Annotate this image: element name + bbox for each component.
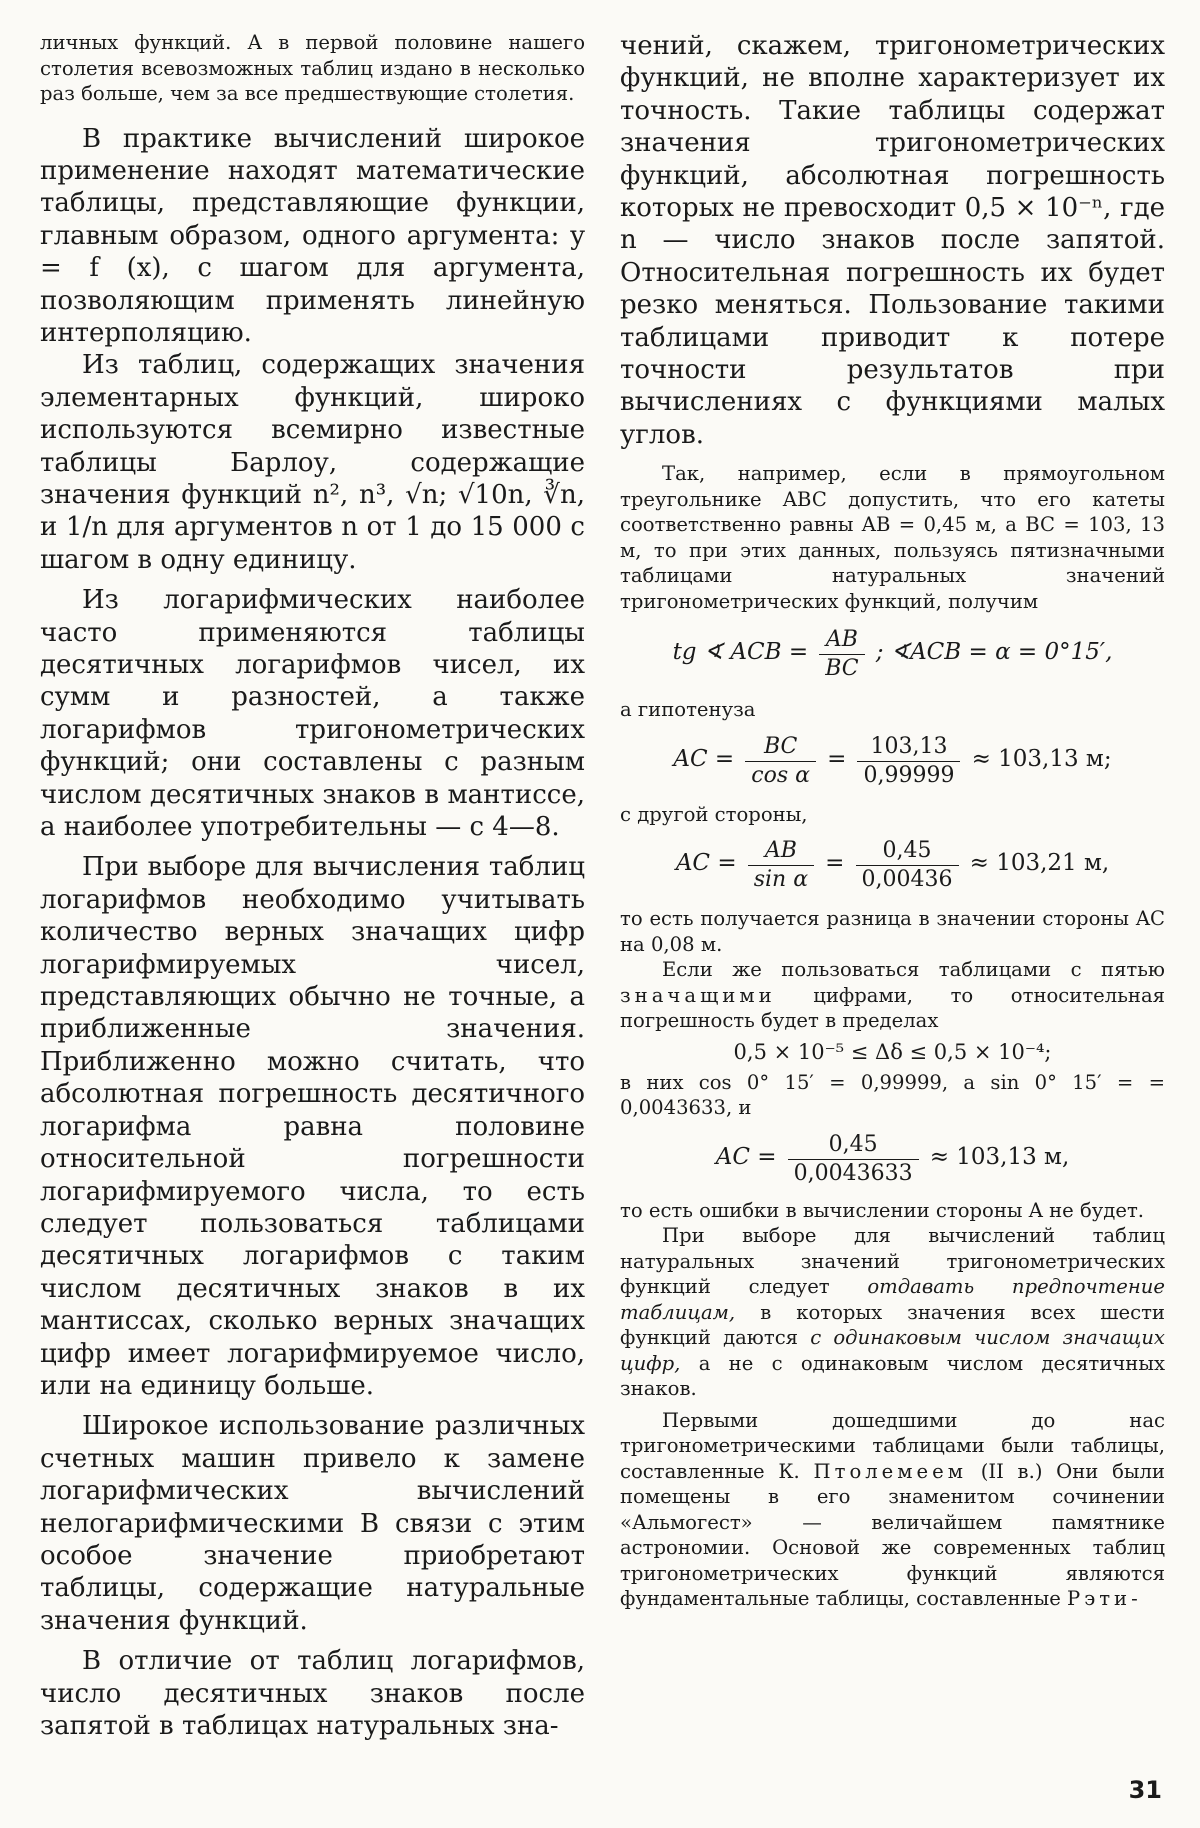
right-paragraph-3: то есть получается разница в значении стороны AC на 0,08 м.	[620, 907, 1165, 956]
left-paragraph-7: В отличие от таблиц логарифмов, число десятичных знаков после запятой в таблицах натуральных зна-	[40, 1646, 585, 1741]
text-hypotenuse: а гипотенуза	[620, 698, 756, 722]
page-number: 31	[1128, 1776, 1162, 1804]
left-paragraph-4: Из логарифмических наиболее часто применяются таблицы десятичных логарифмов чисел, их сумм и разностей, а также логарифмов тригонометрических функций; они составлены с разным числом десятичных знаков в мантиссе, а наиболее употребительны — с 4—8.	[40, 585, 585, 843]
formula-inequality: 0,5 × 10⁻⁵ ≤ Δδ ≤ 0,5 × 10⁻⁴;	[733, 1039, 1052, 1064]
right-paragraph-1: чений, скажем, тригонометрических функций, не вполне характеризует их точность. Такие таблицы содержат значения тригонометрических функций, абсолютная погрешность которых не превосходит 0,5 × 10⁻ⁿ, где n — число знаков после запятой. Относительная погрешность их будет резко меняться. Пользование такими таблицами приводит к потере точности результатов при вычислениях с функциями малых углов.	[620, 31, 1165, 450]
right-paragraph-8: Первыми дошедшими до нас тригонометрическими таблицами были таблицы, составленные К. Птолемеем (II в.) Они были помещены в его знаменитом сочинении «Альмогест» — величайшем памятнике астрономии. Основой же современных таблиц тригонометрических функций являются фундаментальные таблицы, составленные Рэти-	[620, 1408, 1165, 1611]
left-paragraph-6: Широкое использование различных счетных машин привело к замене логарифмических вычислений нелогарифмическими В связи с этим особое значение приобретают таблицы, содержащие натуральные значения функций.	[40, 1411, 585, 1636]
right-paragraph-7: При выборе для вычислений таблиц натуральных значений тригонометрических функций следует отдавать предпочтение таблицам, в которых значения всех шести функций даются с одинаковым числом значащих цифр, а не с одинаковым числом десятичных знаков.	[620, 1224, 1165, 1401]
text-other-side: с другой стороны,	[620, 802, 808, 826]
left-paragraph-5: При выборе для вычисления таблиц логарифмов необходимо учитывать количество верных значащих цифр логарифмируемых чисел, представляющих обычно не точные, а приближенные значения. Приближенно можно считать, что абсолютная погрешность десятичного логарифма равна половине относительной погрешности логарифмируемого числа, то есть следует пользоваться таблицами десятичных логарифмов с таким числом десятичных знаков в их мантиссах, сколько верных значащих цифр имеет логарифмируемое число, или на единицу больше.	[40, 852, 585, 1401]
right-column	[620, 30, 1165, 1612]
right-paragraph-5: в них cos 0° 15′ = 0,99999, а sin 0° 15′ = = 0,0043633, и	[620, 1070, 1165, 1120]
formula-ac-cos: AC = $\frac{BC}{\text{cos α}}$ = $\frac{103,13}{0,99999}$ ≈ 103,13 м;	[673, 733, 1112, 788]
left-paragraph-2: В практике вычислений широкое применение находят математические таблицы, представляющие функции, главным образом, одного аргумента: y = f (x), с шагом для аргумента, позволяющим применять линейную интерполяцию.	[40, 123, 585, 348]
right-paragraph-6: то есть ошибки в вычислении стороны A не будет.	[620, 1198, 1145, 1222]
left-paragraph-1: личных функций. А в первой половине нашего столетия всевозможных таблиц издано в несколько раз больше, чем за все предшествующие столетия.	[40, 31, 585, 105]
right-paragraph-2: Так, например, если в прямоугольном треугольнике ABC допустить, что его катеты соответственно равны AB = 0,45 м, а BC = 103, 13 м, то при этих данных, пользуясь пятизначными таблицами натуральных значений тригонометрических функций, получим	[620, 462, 1165, 613]
left-column	[40, 30, 585, 1742]
left-paragraph-3: Из таблиц, содержащих значения элементарных функций, широко используются всемирно известные таблицы Барлоу, содержащие значения функций n², n³, √n; √10n, ∛n, и 1/n для аргументов n от 1 до 15 000 с шагом в одну единицу.	[40, 350, 585, 575]
formula-ac-sin: AC = $\frac{AB}{\text{sin α}}$ = $\frac{0,45}{0,00436}$ ≈ 103,21 м,	[675, 838, 1110, 893]
formula-ac-final: AC = $\frac{0,45}{0,0043633}$ ≈ 103,13 м,	[715, 1131, 1070, 1186]
right-paragraph-4: Если же пользоваться таблицами с пятью значащими цифрами, то относительная погрешность будет в пределах	[620, 958, 1165, 1033]
formula-tangent: tg ∢ ACB = $\frac{AB}{BC}$ ; ∢ACB = α = 0°15′,	[672, 627, 1113, 682]
